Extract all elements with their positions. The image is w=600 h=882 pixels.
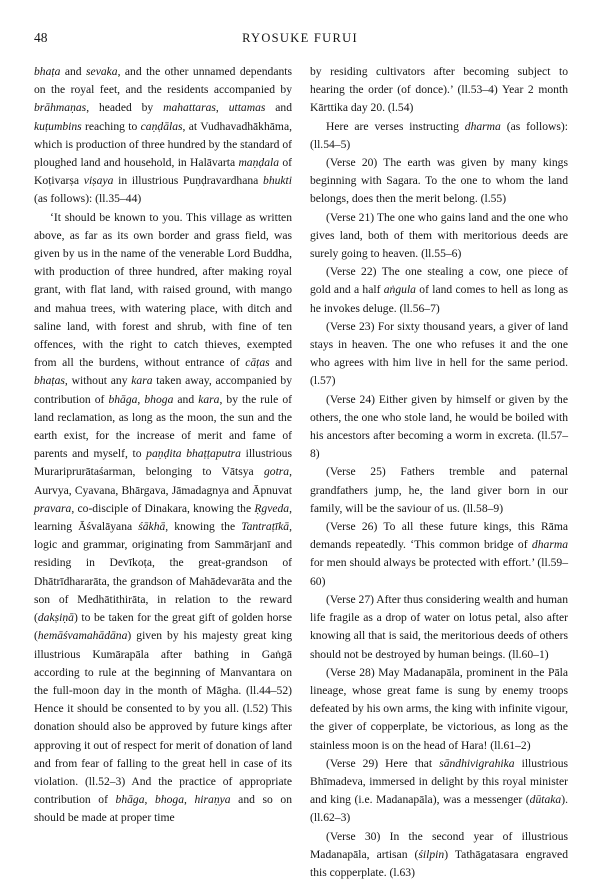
paragraph: (Verse 30) In the second year of illustrious Madanapāla, artisan (śilpin) Tathāgatasara engraved this copperplate. (l.63) — [310, 829, 568, 879]
paragraph: (Verse 22) The one stealing a cow, one piece of gold and a half aṅgula of land comes to hell as long as he invokes deluge. (ll.56–7) — [310, 265, 568, 315]
paragraph: (Verse 20) The earth was given by many kings beginning with Sagara. To the one to whom the land belongs, does then the merit belong. (l.55) — [310, 156, 568, 206]
paragraph: (Verse 23) For sixty thousand years, a giver of land stays in heaven. The one who refuses it and the one who agrees with him live in hell for the same period. (l.57) — [310, 319, 568, 388]
paragraph: (Verse 25) Fathers tremble and paternal grandfathers jump, he, the land giver born in our family, will be the saviour of us. (ll.58–9) — [310, 465, 568, 515]
running-head: RYOSUKE FURUI — [242, 31, 358, 45]
paragraph: (Verse 24) Either given by himself or given by the others, the one who stole land, he would be boiled with his ancestors after becoming a worm in excreta. (ll.57–8) — [310, 392, 568, 461]
paragraph: ‘It should be known to you. This village as written above, as far as its own border and grass field, was given by us in the name of the venerable Lord Buddha, with production of three hundred, after making royal grant, with flat land, with raised ground, with mango and mahua trees, with watering place, with ditch and saline land, with forest and shrub, with fine of ten offences, with the right to catch thieves, exempted from all the burdens, without entrance of cāṭas and bhaṭas, without any kara taken away, accompanied by contribution of bhāga, bhoga and kara, by the rule of land reclamation, as long as the moon, the sun and the earth exist, for the increase of merit and fame of parents and myself, to paṇḍita bhaṭṭaputra illustrious Murariprurātaśarman, belonging to Vātsya gotra, Aurvya, Cyavana, Bhārgava, Jāmadagnya and Āpnuvat pravara, co-disciple of Dinakara, knowing the Ṛgveda, learning Āśvalāyana śākhā, knowing the Tantraṭīkā, logic and grammar, originating from Sammārjanī and residing in Devīkoṭa, the great-grandson of Dhātrīdhararāta, the grandson of Mahādevarāta and the son of Medhātithirāta, in relation to the reward (dakṣiṇā) to be taken for the great gift of golden horse (hemāśvamahādāna) given by his majesty great king illustrious Kumārapāla after bathing in Gaṅgā according to rule at the beginning of Manvantara on the full-moon day in the month of Māgha. (ll.44–52) Hence it should be consented to by you all. (l.52) This donation should also be approved by future kings after approving it out of respect for merit of donation of land and from fear of falling to the great hell in case of its violation. (ll.52–3) And the practice of appropriate contribution of bhāga, bhoga, hiraṇya and so on should be made at proper time — [34, 210, 293, 825]
paragraph: Here are verses instructing dharma (as follows): (ll.54–5) — [310, 119, 568, 151]
paragraph: (Verse 27) After thus considering wealth and human life fragile as a drop of water on lotus petal, also after knowing all that is said, the meritorious deeds of others should not be destroyed by human beings. (ll.60–1) — [310, 592, 568, 661]
paragraph: bhaṭa and sevaka, and the other unnamed dependants on the royal feet, and the residents accompanied by brāhmaṇas, headed by mahattaras, uttamas and kuṭumbins reaching to caṇḍālas, at Vudhavadhākhāma, which is production of three hundred by the standard of ploughed land and household, in Halāvarta maṇḍala of Koṭivarṣa viṣaya in illustrious Puṇḍravardhana bhukti (as follows): (ll.35–44) — [34, 65, 293, 206]
paragraph: (Verse 29) Here that sāndhivigrahika illustrious Bhīmadeva, immersed in delight by this royal minister and king (i.e. Madanapāla), was a messenger (dūtaka). (ll.62–3) — [310, 756, 568, 825]
page-number: 48 — [34, 30, 48, 45]
paragraph: (Verse 28) May Madanapāla, prominent in the Pāla lineage, whose great fame is sung by enemy troops defeated by his own arms, the king with infinite vigour, the giver of copperplate, be victorious, as long as the stainless moon is on the head of Hara! (ll.61–2) — [310, 665, 568, 752]
paragraph: (Verse 21) The one who gains land and the one who gives land, both of them with meritorious deeds are surely going to heaven. (ll.55–6) — [310, 210, 568, 261]
page-header — [34, 30, 566, 50]
paragraph: by residing cultivators after becoming subject to hearing the order (of donce).’ (ll.53–4) Year 2 month Kārttika day 20. (l.54) — [310, 65, 568, 115]
paragraph: (Verse 26) To all these future kings, this Rāma demands repeatedly. ‘This common bridge of dharma for men should always be protected with effort.’ (ll.59–60) — [310, 520, 568, 588]
right-column — [310, 63, 568, 882]
left-column — [34, 63, 292, 828]
